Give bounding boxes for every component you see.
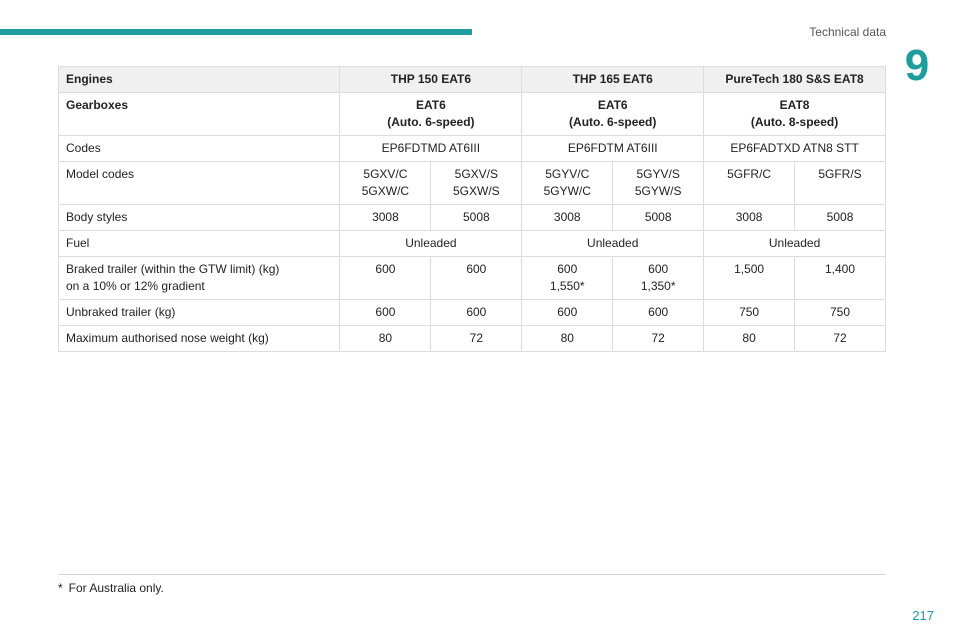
value-line: 600 (648, 262, 669, 276)
model-code-line: 5GXV/S (454, 167, 499, 181)
gearbox-detail: (Auto. 6-speed) (387, 115, 475, 129)
braked-trailer-cell (522, 257, 613, 300)
gearbox-detail: (Auto. 6-speed) (569, 115, 657, 129)
model-code-cell (431, 162, 522, 205)
nose-weight-cell: 72 (613, 326, 704, 352)
gearbox-cell (704, 93, 886, 136)
gearbox-cell (522, 93, 704, 136)
model-code-line: 5GYW/C (543, 184, 591, 198)
row-label-unbraked-trailer: Unbraked trailer (kg) (59, 300, 340, 326)
row-label-model-codes: Model codes (59, 162, 340, 205)
value-line: 1,500 (734, 262, 765, 276)
model-code-cell (522, 162, 613, 205)
unbraked-trailer-cell: 750 (795, 300, 886, 326)
braked-trailer-cell (795, 257, 886, 300)
fuel-cell: Unleaded (704, 231, 886, 257)
body-style-cell: 3008 (340, 205, 431, 231)
table-row-nose-weight (59, 326, 886, 352)
row-label-nose-weight: Maximum authorised nose weight (kg) (59, 326, 340, 352)
braked-trailer-cell (613, 257, 704, 300)
code-cell: EP6FADTXD ATN8 STT (704, 136, 886, 162)
footnote-divider (58, 574, 886, 575)
value-line: 1,400 (825, 262, 856, 276)
row-label-gearboxes: Gearboxes (59, 93, 340, 136)
unbraked-trailer-cell: 750 (704, 300, 795, 326)
gearbox-name: EAT6 (597, 98, 628, 112)
gearbox-name: EAT6 (415, 98, 446, 112)
gearbox-cell (340, 93, 522, 136)
unbraked-trailer-cell: 600 (431, 300, 522, 326)
body-style-cell: 3008 (704, 205, 795, 231)
section-title: Technical data (809, 25, 886, 39)
body-style-cell: 5008 (613, 205, 704, 231)
row-label-body-styles: Body styles (59, 205, 340, 231)
table-row-codes (59, 136, 886, 162)
fuel-cell: Unleaded (522, 231, 704, 257)
value-line: 1,550* (549, 279, 585, 293)
model-code-line: 5GXW/S (452, 184, 500, 198)
table-row-braked-trailer (59, 257, 886, 300)
engine-cell: PureTech 180 S&S EAT8 (704, 67, 886, 93)
table-row-fuel (59, 231, 886, 257)
footnote-text: For Australia only. (68, 581, 164, 595)
table-row-unbraked-trailer (59, 300, 886, 326)
page-number: 217 (912, 608, 934, 623)
body-style-cell: 3008 (522, 205, 613, 231)
row-label-codes: Codes (59, 136, 340, 162)
row-label-line: on a 10% or 12% gradient (66, 279, 205, 293)
model-code-cell (795, 162, 886, 205)
code-cell: EP6FDTM AT6III (522, 136, 704, 162)
nose-weight-cell: 80 (704, 326, 795, 352)
model-code-line: 5GYW/S (634, 184, 682, 198)
table-row-engines (59, 67, 886, 93)
value-line: 600 (557, 262, 578, 276)
fuel-cell: Unleaded (340, 231, 522, 257)
gearbox-name: EAT8 (779, 98, 810, 112)
unbraked-trailer-cell: 600 (340, 300, 431, 326)
value-line: 1,350* (640, 279, 676, 293)
technical-data-table (58, 66, 886, 352)
footnote (58, 581, 164, 595)
row-label-fuel: Fuel (59, 231, 340, 257)
table-row-body-styles (59, 205, 886, 231)
unbraked-trailer-cell: 600 (522, 300, 613, 326)
model-code-line: 5GYV/C (545, 167, 590, 181)
code-cell: EP6FDTMD AT6III (340, 136, 522, 162)
nose-weight-cell: 80 (522, 326, 613, 352)
model-code-line: 5GFR/C (727, 167, 772, 181)
nose-weight-cell: 72 (795, 326, 886, 352)
engine-cell: THP 150 EAT6 (340, 67, 522, 93)
braked-trailer-cell (704, 257, 795, 300)
model-code-line: 5GXW/C (361, 184, 410, 198)
row-label-line: Braked trailer (within the GTW limit) (kg) (66, 262, 280, 276)
footnote-mark: * (58, 581, 63, 595)
value-line: 600 (466, 262, 487, 276)
table-row-gearboxes (59, 93, 886, 136)
braked-trailer-cell (431, 257, 522, 300)
engine-cell: THP 165 EAT6 (522, 67, 704, 93)
model-code-cell (704, 162, 795, 205)
row-label-engines: Engines (59, 67, 340, 93)
nose-weight-cell: 72 (431, 326, 522, 352)
braked-trailer-cell (340, 257, 431, 300)
row-label-braked-trailer (59, 257, 340, 300)
model-code-line: 5GXV/C (363, 167, 408, 181)
table-row-model-codes (59, 162, 886, 205)
body-style-cell: 5008 (431, 205, 522, 231)
model-code-line: 5GFR/S (818, 167, 862, 181)
body-style-cell: 5008 (795, 205, 886, 231)
value-line: 600 (375, 262, 396, 276)
model-code-cell (613, 162, 704, 205)
nose-weight-cell: 80 (340, 326, 431, 352)
model-code-cell (340, 162, 431, 205)
model-code-line: 5GYV/S (636, 167, 680, 181)
gearbox-detail: (Auto. 8-speed) (750, 115, 839, 129)
header-accent-bar (0, 29, 472, 35)
chapter-number: 9 (904, 41, 930, 90)
unbraked-trailer-cell: 600 (613, 300, 704, 326)
